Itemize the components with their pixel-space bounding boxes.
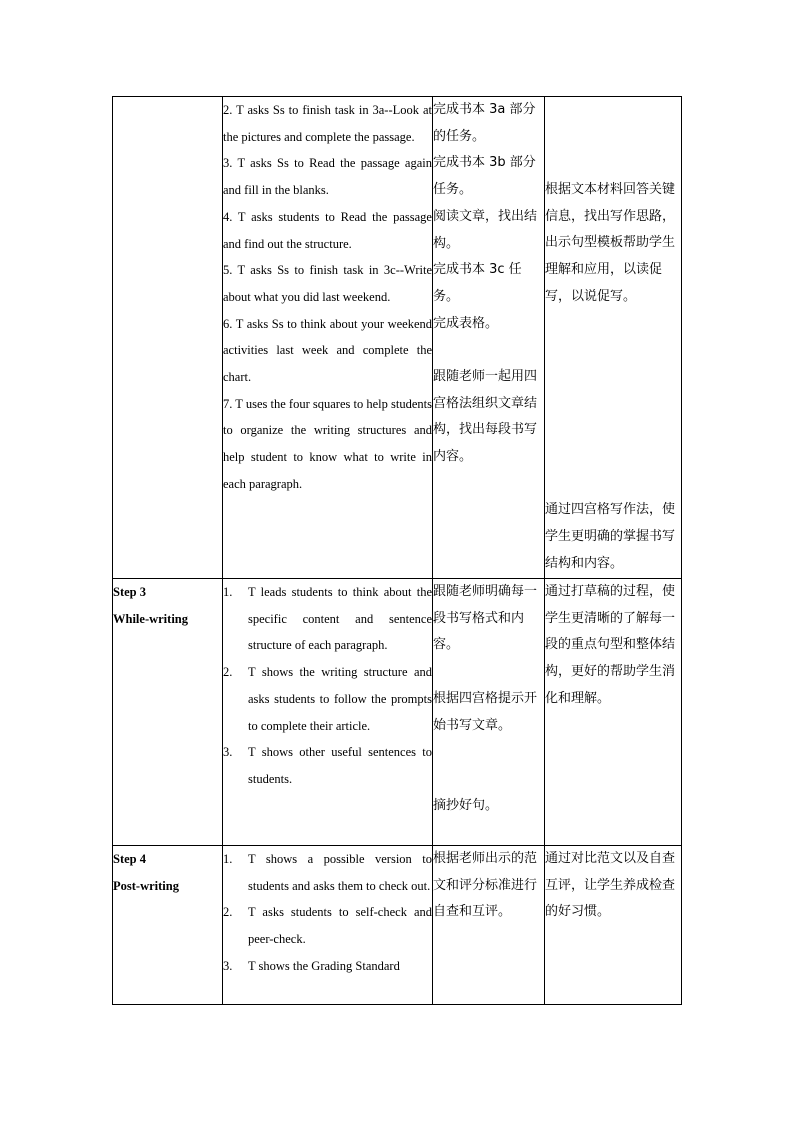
purpose-cell: [545, 846, 682, 1005]
design-purpose: 通过四宫格写作法，使学生更明确的掌握书写结构和内容。: [545, 502, 676, 571]
list-number: 2.: [223, 665, 233, 680]
step-title: Post-writing: [113, 878, 179, 893]
teacher-activity: T shows a possible version to students and asks them to check out.: [248, 852, 432, 893]
student-activity: 跟随老师明确每一段书写格式和内容。: [433, 584, 538, 653]
design-purpose: 通过对比范文以及自查互评，让学生养成检查的好习惯。: [545, 851, 676, 920]
list-item: [223, 739, 432, 792]
teacher-activity: 4. T asks students to Read the passage and find out the structure.: [223, 209, 432, 251]
step-cell: [113, 579, 223, 846]
teacher-activity-cell: [223, 846, 433, 1005]
teacher-activity: 2. T asks Ss to finish task in 3a--Look at the pictures and complete the passage.: [223, 103, 432, 144]
student-activity: 摘抄好句。: [433, 797, 499, 813]
list-number: 2.: [223, 905, 233, 920]
list-item: [223, 899, 432, 952]
student-activity: 阅读文章，找出结构。: [433, 208, 538, 251]
list-item: [223, 953, 432, 980]
step-number: Step 4: [113, 852, 146, 866]
teacher-activity: T shows the writing structure and asks students to follow the prompts to complete their article.: [248, 665, 432, 733]
teacher-activity: T asks students to self-check and peer-check.: [248, 905, 432, 947]
step-cell: [113, 97, 223, 579]
design-purpose: 根据文本材料回答关键信息，找出写作思路，出示句型模板帮助学生理解和应用，以读促写，以说促写。: [545, 182, 676, 304]
student-activity: 完成书本 3c 任务。: [433, 262, 522, 304]
student-activity-cell: [433, 846, 545, 1005]
table-row: [113, 579, 682, 846]
list-number: 3.: [223, 745, 233, 760]
student-activity: 跟随老师一起用四宫格法组织文章结构，找出每段书写内容。: [433, 369, 538, 465]
teacher-activity: 6. T asks Ss to think about your weekend activities last week and complete the chart.: [223, 316, 432, 385]
student-activity-cell: [433, 579, 545, 846]
teacher-activity: T shows the Grading Standard: [248, 958, 400, 973]
teacher-activity: 5. T asks Ss to finish task in 3c--Write about what you did last weekend.: [223, 263, 432, 304]
student-activity: 完成表格。: [433, 315, 499, 331]
purpose-cell: [545, 97, 682, 579]
teacher-activity: 7. T uses the four squares to help students to organize the writing structures and help student to know what to write in each paragraph.: [223, 396, 432, 491]
list-number: 1.: [223, 852, 233, 866]
table-row: [113, 846, 682, 1005]
list-number: 3.: [223, 958, 233, 973]
list-number: 1.: [223, 585, 233, 599]
teacher-activity: 3. T asks Ss to Read the passage again and fill in the blanks.: [223, 156, 432, 198]
student-activity: 根据四宫格提示开始书写文章。: [433, 690, 538, 733]
list-item: [223, 579, 432, 659]
teacher-activity-cell: [223, 97, 433, 579]
teacher-activity: T shows other useful sentences to students.: [248, 745, 432, 786]
design-purpose: 通过打草稿的过程，使学生更清晰的了解每一段的重点句型和整体结构，更好的帮助学生消化和理解。: [545, 584, 676, 706]
student-activity-cell: [433, 97, 545, 579]
teacher-activity: T leads students to think about the specific content and sentence structure of each paragraph.: [248, 585, 432, 653]
step-number: Step 3: [113, 585, 146, 599]
student-activity: 根据老师出示的范文和评分标准进行自查和互评。: [433, 851, 538, 920]
student-activity: 完成书本 3a 部分的任务。: [433, 102, 536, 144]
table-row: [113, 97, 682, 579]
lesson-plan-table: [112, 96, 682, 1005]
teacher-activity-cell: [223, 579, 433, 846]
purpose-cell: [545, 579, 682, 846]
step-title: While-writing: [113, 611, 188, 626]
list-item: [223, 659, 432, 739]
step-cell: [113, 846, 223, 1005]
student-activity: 完成书本 3b 部分任务。: [433, 155, 536, 198]
list-item: [223, 846, 432, 899]
